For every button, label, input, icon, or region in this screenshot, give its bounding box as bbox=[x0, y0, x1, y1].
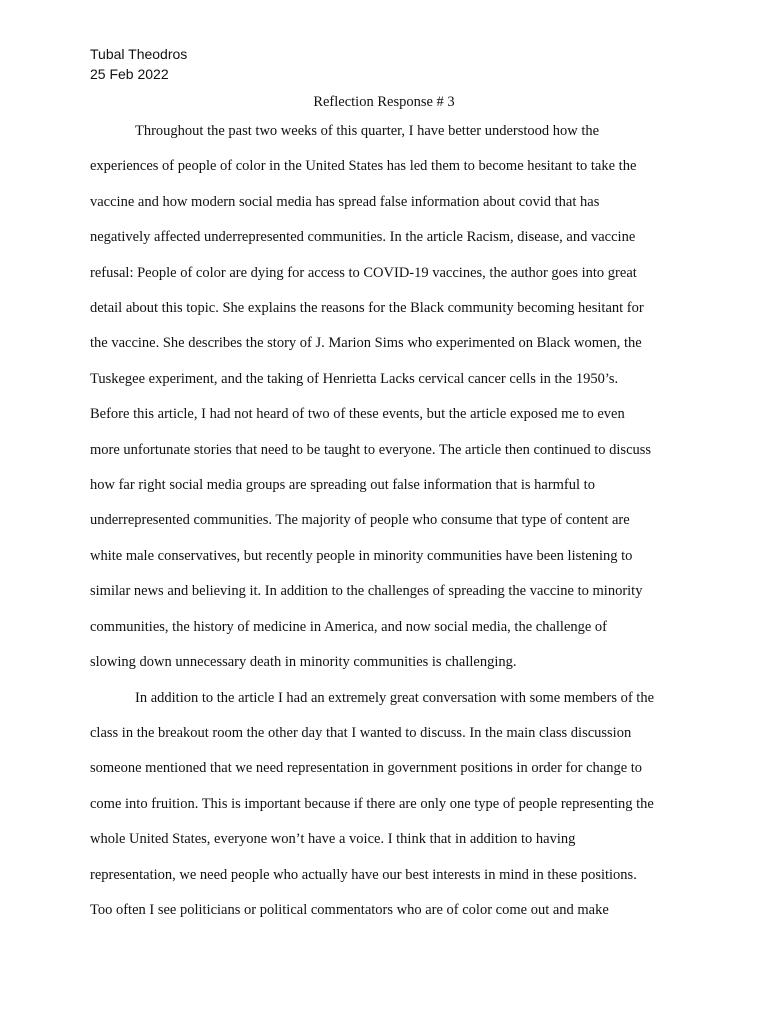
document-date: 25 Feb 2022 bbox=[90, 66, 169, 82]
paragraph-line: more unfortunate stories that need to be taught to everyone. The article then continued to discuss bbox=[90, 441, 652, 458]
document-header bbox=[90, 44, 187, 84]
paragraph-line: someone mentioned that we need representation in government positions in order for change to bbox=[90, 760, 643, 777]
paragraph-line: detail about this topic. She explains the reasons for the Black community becoming hesitant for bbox=[90, 300, 644, 317]
paragraph-line: In addition to the article I had an extremely great conversation with some members of the bbox=[135, 689, 655, 706]
paragraph-line: similar news and believing it. In addition to the challenges of spreading the vaccine to minority bbox=[90, 583, 643, 600]
body-paragraph bbox=[90, 114, 690, 681]
paragraph-line: underrepresented communities. The majority of people who consume that type of content are bbox=[90, 512, 630, 529]
paragraph-line: experiences of people of color in the United States has led them to become hesitant to take the bbox=[90, 158, 637, 175]
paragraph-line: refusal: People of color are dying for access to COVID-19 vaccines, the author goes into great bbox=[90, 264, 637, 281]
paragraph-line: representation, we need people who actually have our best interests in mind in these positions. bbox=[90, 866, 637, 883]
document-title: Reflection Response # 3 bbox=[313, 94, 455, 110]
paragraph-line: Tuskegee experiment, and the taking of Henrietta Lacks cervical cancer cells in the 1950’s. bbox=[90, 370, 619, 387]
paragraph-line: communities, the history of medicine in America, and now social media, the challenge of bbox=[90, 618, 608, 635]
paragraph-line: white male conservatives, but recently people in minority communities have been listening to bbox=[90, 547, 633, 564]
paragraph-line: Too often I see politicians or political commentators who are of color come out and make bbox=[90, 901, 609, 918]
paragraph-line: come into fruition. This is important because if there are only one type of people representing the bbox=[90, 795, 654, 812]
paragraph-line: the vaccine. She describes the story of J. Marion Sims who experimented on Black women, the bbox=[90, 335, 642, 352]
paragraph-line: Before this article, I had not heard of two of these events, but the article exposed me to even bbox=[90, 406, 625, 423]
paragraph-line: Throughout the past two weeks of this quarter, I have better understood how the bbox=[135, 123, 600, 139]
paragraph-line: negatively affected underrepresented communities. In the article Racism, disease, and vaccine bbox=[90, 229, 636, 246]
paragraph-line: whole United States, everyone won’t have a voice. I think that in addition to having bbox=[90, 831, 576, 848]
author-name: Tubal Theodros bbox=[90, 46, 188, 62]
paragraph-line: class in the breakout room the other day that I wanted to discuss. In the main class discussion bbox=[90, 724, 632, 741]
paragraph-line: vaccine and how modern social media has spread false information about covid that has bbox=[90, 193, 600, 210]
paragraph-line: how far right social media groups are spreading out false information that is harmful to bbox=[90, 477, 595, 494]
body-paragraph bbox=[90, 681, 690, 929]
paragraph-line: slowing down unnecessary death in minority communities is challenging. bbox=[90, 654, 517, 671]
document-body bbox=[90, 114, 690, 928]
